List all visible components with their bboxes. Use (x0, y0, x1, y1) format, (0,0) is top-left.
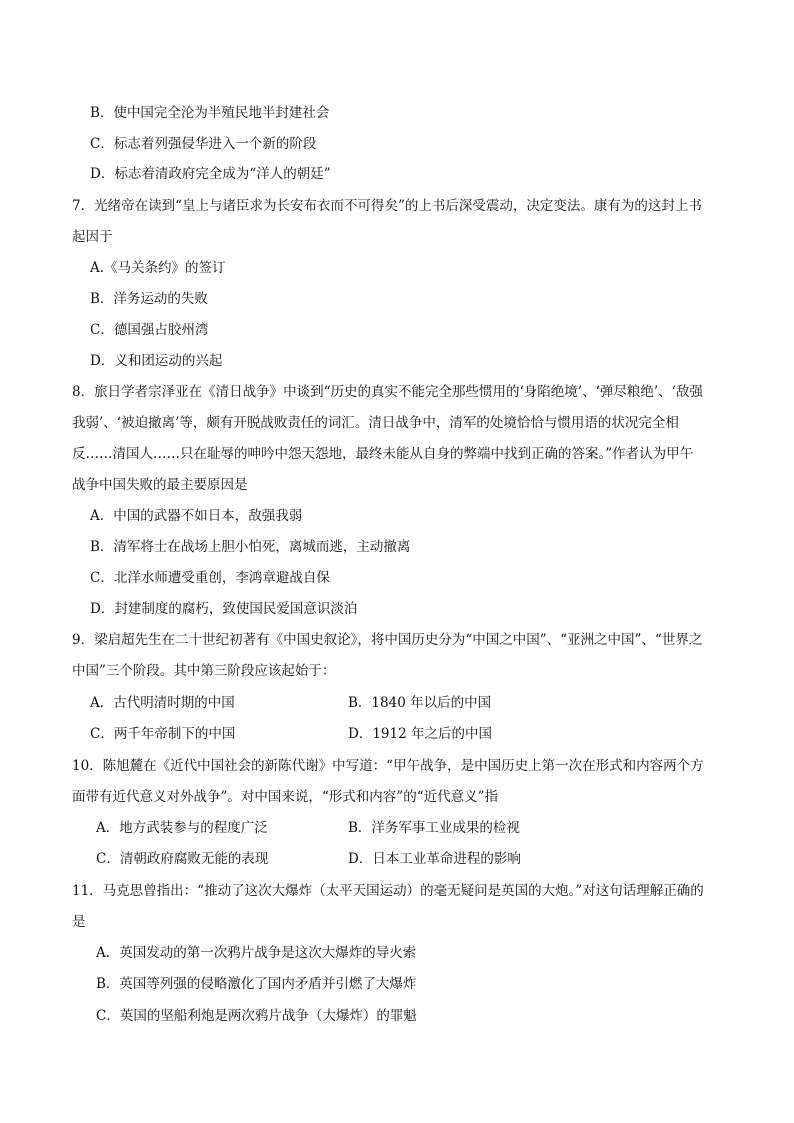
q7-option-c: C．德国强占胶州湾 (90, 322, 209, 338)
q11-stem-line-2: 是 (72, 914, 86, 930)
q7-option-d: D．义和团运动的兴起 (90, 353, 223, 369)
q9-option-d: D．1912 年之后的中国 (348, 726, 492, 742)
q11-stem-line-1: 11．马克思曾指出：“推动了这次大爆炸（太平天国运动）的毫无疑问是英国的大炮。”对这句话理解正确的 (72, 883, 704, 899)
q11-option-c: C．英国的坚船利炮是两次鸦片战争（大爆炸）的罪魁 (96, 1008, 417, 1024)
q7-option-b: B．洋务运动的失败 (90, 291, 208, 307)
q6-option-c: C．标志着列强侵华进入一个新的阶段 (90, 136, 317, 152)
q10-stem-line-2: 面带有近代意义对外战争”。对中国来说，“形式和内容”的“近代意义”指 (72, 789, 499, 805)
q8-option-d: D．封建制度的腐朽，致使国民爱国意识淡泊 (90, 601, 358, 617)
q8-option-b: B．清军将士在战场上胆小怕死，离城而逃，主动撤离 (90, 539, 411, 555)
q7-option-a: A.《马关条约》的签订 (90, 260, 226, 276)
q9-option-a: A．古代明清时期的中国 (90, 695, 235, 711)
q8-stem-line-3: 反……清国人……只在耻辱的呻吟中怨天怨地，最终未能从自身的弊端中找到正确的答案。”作者认为甲午 (72, 446, 694, 462)
q8-stem-line-4: 战争中国失败的最主要原因是 (72, 477, 248, 493)
q8-stem-line-2: 我弱’、‘被迫撤离’等，颇有开脱战败责任的词汇。清日战争中，清军的处境恰恰与惯用语的状况完全相 (72, 415, 679, 431)
q8-option-c: C．北洋水师遭受重创，李鸿章避战自保 (90, 570, 330, 586)
q8-option-a: A．中国的武器不如日本，敌强我弱 (90, 508, 303, 524)
q10-option-a: A．地方武装参与的程度广泛 (96, 820, 268, 836)
q10-option-d: D．日本工业革命进程的影响 (348, 851, 521, 867)
q9-option-b: B．1840 年以后的中国 (348, 695, 492, 711)
q7-stem-line-2: 起因于 (72, 229, 113, 245)
q9-stem-line-1: 9．梁启超先生在二十世纪初著有《中国史叙论》，将中国历史分为“中国之中国”、“亚洲之中国”、“世界之 (72, 632, 703, 648)
q7-stem-line-1: 7．光绪帝在读到“皇上与诸臣求为长安布衣而不可得矣”的上书后深受震动，决定变法。康有为的这封上书 (72, 198, 702, 214)
q6-option-d: D．标志着清政府完全成为“洋人的朝廷” (90, 166, 331, 182)
q11-option-a: A．英国发动的第一次鸦片战争是这次大爆炸的导火索 (96, 945, 417, 961)
q10-option-c: C．清朝政府腐败无能的表现 (96, 851, 269, 867)
q11-option-b: B．英国等列强的侵略激化了国内矛盾并引燃了大爆炸 (96, 976, 417, 992)
q8-stem-line-1: 8．旅日学者宗泽亚在《清日战争》中谈到“历史的真实不能完全那些惯用的‘身陷绝境’、‘弹尽粮绝’、‘敌强 (72, 384, 703, 400)
q10-stem-line-1: 10．陈旭麓在《近代中国社会的新陈代谢》中写道：“甲午战争，是中国历史上第一次在形式和内容两个方 (72, 758, 704, 774)
q10-option-b: B．洋务军事工业成果的检视 (348, 820, 520, 836)
q6-option-b: B．使中国完全沦为半殖民地半封建社会 (90, 105, 330, 121)
q9-stem-line-2: 中国”三个阶段。其中第三阶段应该起始于： (72, 663, 336, 679)
q9-option-c: C．两千年帝制下的中国 (90, 726, 236, 742)
